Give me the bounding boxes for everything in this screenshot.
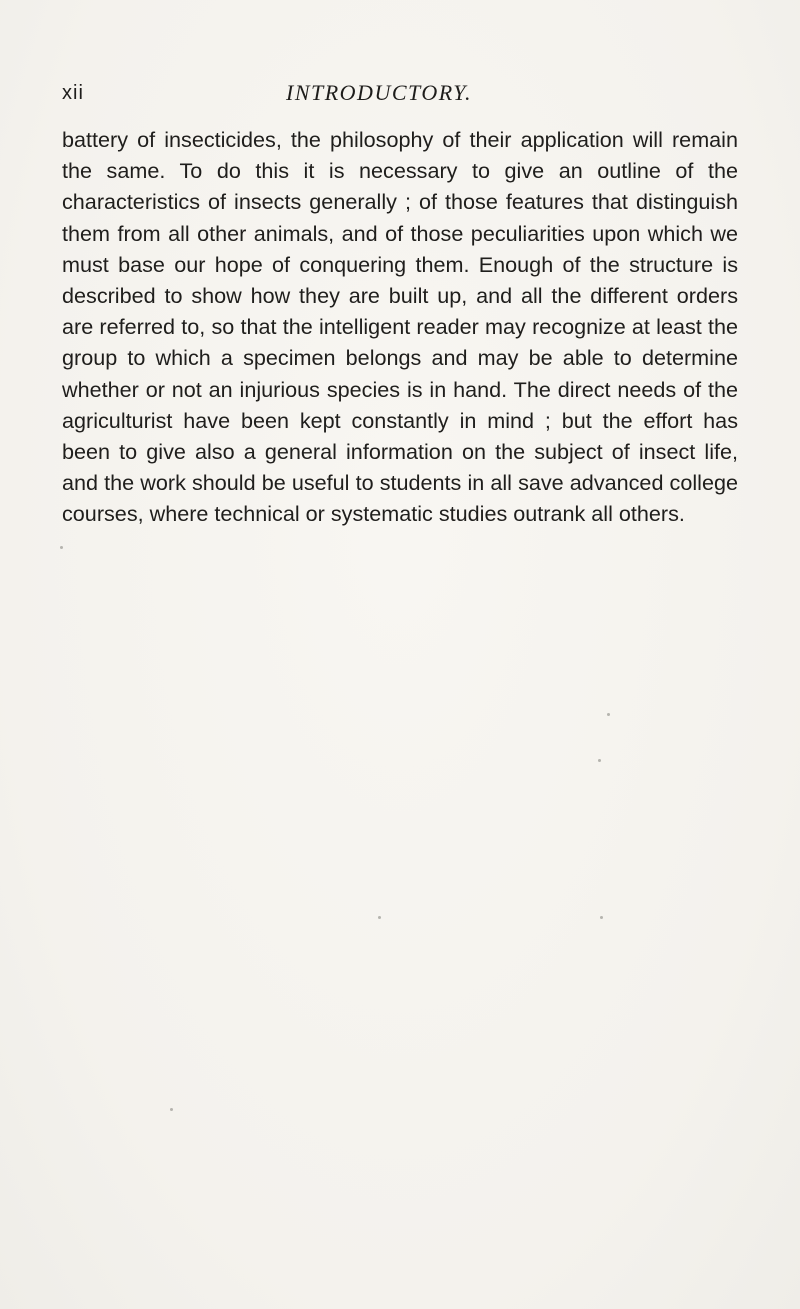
page-number: xii	[62, 82, 84, 104]
body-paragraph: battery of insecticides, the philosophy of their application will remain the same. To do this it is necessary to give an outline of the characteristics of insects generally ; of those features that distinguish them from all other animals, and of those peculiarities upon which we must base our hope of conquering them. Enough of the structure is described to show how they are built up, and all the different orders are referred to, so that the intelligent reader may recognize at least the group to which a specimen belongs and may be able to determine whether or not an injurious species is in hand. The direct needs of the agriculturist have been kept constantly in mind ; but the effort has been to give also a general information on the subject of insect life, and the work should be useful to students in all save advanced college courses, where technical or systematic studies outrank all others.	[62, 127, 738, 527]
paper-speck	[598, 759, 601, 762]
running-title: INTRODUCTORY.	[286, 80, 472, 105]
running-head	[62, 78, 738, 108]
paper-speck	[378, 916, 381, 919]
paper-speck	[60, 546, 63, 549]
paper-speck	[170, 1108, 173, 1111]
paper-speck	[607, 713, 610, 716]
paper-speck	[600, 916, 603, 919]
